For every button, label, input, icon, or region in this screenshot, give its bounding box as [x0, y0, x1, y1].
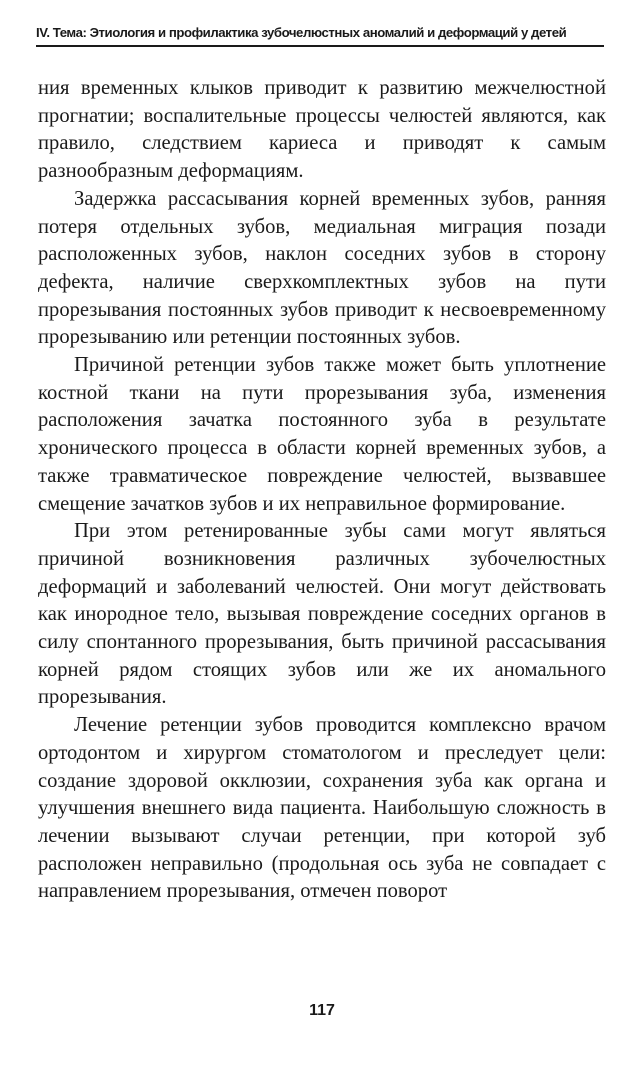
paragraph: Лечение ретенции зубов проводится комплексно врачом ортодонтом и хирургом стоматологом и преследует цели: создание здоровой окклюзии, сохранения зуба как органа и улучшения внешнего вида пациента. Наибольшую сложность в лечении вызывают случаи ретенции, при которой зуб расположен неправильно (продольная ось зуба не совпадает с направлением прорезывания, отмечен поворот [38, 714, 606, 903]
paragraph: Причиной ретенции зубов также может быть уплотнение костной ткани на пути прорезывания зуба, изменения расположения зачатка постоянного зуба в результате хронического процесса в области корней временных зубов, а также травматическое повреждение челюстей, вызвавшее смещение зачатков зубов и их неправильное формирование. [38, 354, 606, 515]
paragraph: Задержка рассасывания корней временных зубов, ранняя потеря отдельных зубов, медиальная миграция позади расположенных зубов, наклон соседних зубов в сторону дефекта, наличие сверхкомплектных зубов на пути прорезывания постоянных зубов приводит к несвоевременному прорезыванию или ретенции постоянных зубов. [38, 187, 606, 349]
paragraph-continued: ния временных клыков приводит к развитию межчелюстной прогнатии; воспалительные процессы челюстей являются, как правило, следствием кариеса и приводят к самым разнообразным деформациям. [38, 77, 606, 183]
running-header: IV. Тема: Этиология и профилактика зубочелюстных аномалий и деформаций у детей [36, 25, 567, 40]
paragraph: При этом ретенированные зубы сами могут являться причиной возникновения различных зубочелюстных деформаций и заболеваний челюстей. Они могут действовать как инородное тело, вызывая повреждение соседних органов в силу спонтанного прорезывания, быть причиной рассасывания корней рядом стоящих зубов или же их аномального прорезывания. [38, 520, 606, 709]
header-rule [36, 45, 604, 47]
page-number: 117 [309, 1002, 335, 1019]
body-text [38, 75, 606, 906]
